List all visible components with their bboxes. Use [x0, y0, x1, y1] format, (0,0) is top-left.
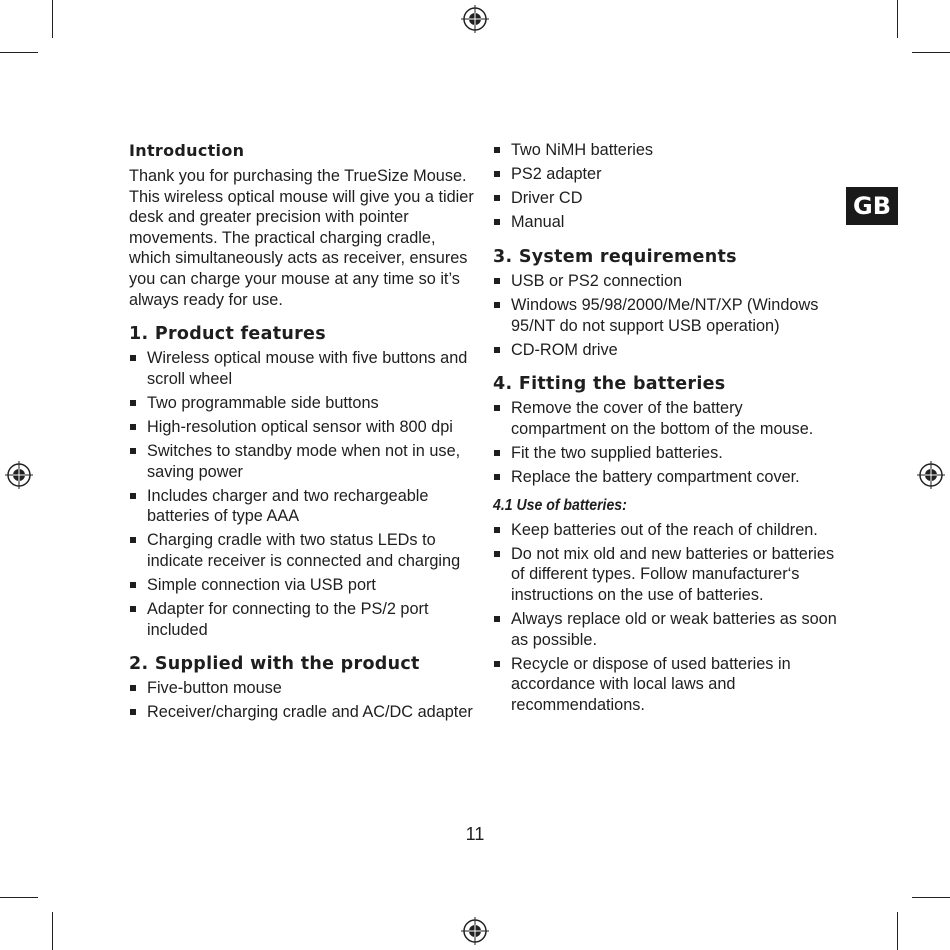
list-item: Always replace old or weak batteries as soon as possible. — [493, 609, 838, 650]
intro-paragraph: Thank you for purchasing the TrueSize Mouse. This wireless optical mouse will give you a tidier desk and greater precision with pointer movements. The practical charging cradle, which simultaneously acts as receiver, ensures you can charge your mouse at any time so it’s always ready for use. — [129, 167, 474, 309]
bullet-icon — [494, 147, 500, 153]
left-column — [129, 140, 474, 727]
bullet-icon — [494, 527, 500, 533]
section-title-system-requirements: 3. System requirements — [493, 246, 737, 267]
bullet-icon — [130, 448, 136, 454]
section-title-supplied: 2. Supplied with the product — [129, 654, 420, 675]
list-item: CD-ROM drive — [493, 340, 838, 361]
list-item: USB or PS2 connection — [493, 271, 838, 292]
crop-mark — [912, 897, 950, 898]
bullet-icon — [130, 606, 136, 612]
supplied-list-continued — [493, 140, 838, 233]
list-item: PS2 adapter — [493, 164, 838, 185]
list-item: Charging cradle with two status LEDs to indicate receiver is connected and charging — [129, 530, 474, 571]
crop-mark — [0, 52, 38, 53]
list-item: Simple connection via USB port — [129, 575, 474, 596]
list-item: Two programmable side buttons — [129, 393, 474, 414]
bullet-icon — [494, 551, 500, 557]
bullet-icon — [494, 347, 500, 353]
list-item: High-resolution optical sensor with 800 dpi — [129, 417, 474, 438]
bullet-icon — [494, 405, 500, 411]
crop-mark — [897, 912, 898, 950]
bullet-icon — [494, 195, 500, 201]
section-title-introduction: Introduction — [129, 141, 245, 160]
list-item: Includes charger and two rechargeable batteries of type AAA — [129, 486, 474, 527]
list-item: Replace the battery compartment cover. — [493, 467, 838, 488]
bullet-icon — [494, 661, 500, 667]
registration-mark-icon — [460, 4, 490, 34]
supplied-list — [129, 678, 474, 723]
crop-mark — [0, 897, 38, 898]
subsection-title-use-of-batteries: 4.1 Use of batteries: — [493, 496, 627, 514]
system-requirements-list — [493, 271, 838, 360]
right-column — [493, 140, 838, 719]
bullet-icon — [130, 537, 136, 543]
crop-mark — [52, 0, 53, 38]
list-item: Five-button mouse — [129, 678, 474, 699]
bullet-icon — [494, 278, 500, 284]
list-item: Windows 95/98/2000/Me/NT/XP (Windows 95/NT do not support USB operation) — [493, 295, 838, 336]
list-item: Receiver/charging cradle and AC/DC adapter — [129, 702, 474, 723]
list-item: Adapter for connecting to the PS/2 port included — [129, 599, 474, 640]
crop-mark — [52, 912, 53, 950]
bullet-icon — [494, 474, 500, 480]
bullet-icon — [494, 616, 500, 622]
registration-mark-icon — [4, 460, 34, 490]
bullet-icon — [494, 171, 500, 177]
list-item: Manual — [493, 212, 838, 233]
registration-mark-icon — [460, 916, 490, 946]
crop-mark — [897, 0, 898, 38]
language-badge: GB — [846, 187, 898, 225]
list-item: Do not mix old and new batteries or batteries of different types. Follow manufacturer‘s instructions on the use of batteries. — [493, 544, 838, 606]
list-item: Two NiMH batteries — [493, 140, 838, 161]
use-of-batteries-list — [493, 520, 838, 716]
section-title-product-features: 1. Product features — [129, 324, 326, 345]
bullet-icon — [130, 424, 136, 430]
bullet-icon — [130, 685, 136, 691]
bullet-icon — [494, 302, 500, 308]
list-item: Remove the cover of the battery compartment on the bottom of the mouse. — [493, 398, 838, 439]
bullet-icon — [130, 582, 136, 588]
bullet-icon — [130, 355, 136, 361]
list-item: Fit the two supplied batteries. — [493, 443, 838, 464]
list-item: Recycle or dispose of used batteries in accordance with local laws and recommendations. — [493, 654, 838, 716]
list-item: Switches to standby mode when not in use, saving power — [129, 441, 474, 482]
page-number: 11 — [465, 824, 485, 844]
registration-mark-icon — [916, 460, 946, 490]
bullet-icon — [494, 219, 500, 225]
fitting-batteries-list — [493, 398, 838, 487]
product-features-list — [129, 348, 474, 640]
bullet-icon — [130, 709, 136, 715]
crop-mark — [912, 52, 950, 53]
bullet-icon — [130, 493, 136, 499]
bullet-icon — [494, 450, 500, 456]
section-title-fitting-batteries: 4. Fitting the batteries — [493, 374, 726, 395]
list-item: Wireless optical mouse with five buttons and scroll wheel — [129, 348, 474, 389]
list-item: Driver CD — [493, 188, 838, 209]
bullet-icon — [130, 400, 136, 406]
list-item: Keep batteries out of the reach of children. — [493, 520, 838, 541]
